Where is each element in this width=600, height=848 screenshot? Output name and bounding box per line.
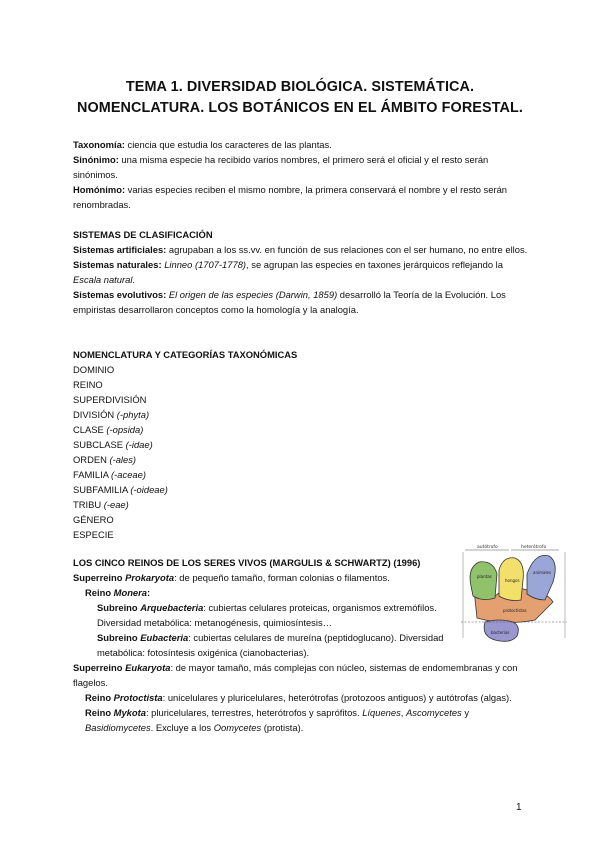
definition-text: . Excluye a los — [150, 722, 214, 733]
category-name: DOMINIO — [73, 364, 115, 375]
italic-text: Linneo (1707-1778) — [161, 259, 247, 270]
italic-text: El origen de las especies (Darwin, 1859) — [166, 289, 338, 300]
category-name: FAMILIA — [73, 469, 112, 480]
animalia-region — [527, 555, 555, 600]
category-suffix: (-idae) — [125, 439, 153, 450]
italic-text: Líquenes — [362, 707, 401, 718]
category-name: SUBFAMILIA — [73, 484, 131, 495]
category-suffix: (-eae) — [103, 499, 129, 510]
category-suffix: (-ales) — [109, 454, 137, 465]
page-title — [40, 77, 560, 119]
definition-text: : cubiertas celulares proteicas, organismos extremófilos. Diversidad metabólica: metanogénesis, quimiosíntesis… — [97, 602, 437, 628]
taxonomic-category-list — [73, 362, 533, 542]
title-line-2: NOMENCLATURA. LOS BOTÁNICOS EN EL ÁMBITO FORESTAL. — [76, 100, 524, 116]
italic-text: Oomycetes — [213, 722, 262, 733]
homonimo-definition — [73, 182, 533, 212]
category-name: ORDEN — [73, 454, 110, 465]
five-kingdoms-figure — [455, 540, 575, 650]
nomenclatura-section — [73, 347, 533, 542]
italic-text: Escala natural — [73, 274, 133, 285]
category-name: TRIBU — [73, 499, 104, 510]
five-kingdoms-diagram — [455, 540, 575, 650]
category-name: GÉNERO — [73, 514, 114, 525]
protoctista-entry — [73, 690, 533, 705]
section-heading — [73, 227, 533, 242]
heading-text: LOS CINCO REINOS DE LOS SERES VIVOS (MARGULIS & SCHWARTZ) (1996) — [73, 557, 421, 568]
category-suffix: (-opsida) — [106, 424, 144, 435]
taxon-category — [73, 467, 533, 482]
definition-text: desarrolló la Teoría de la Evolución. Los empiristas desarrollaron conceptos como la homología y la analogía. — [73, 289, 506, 315]
term: Superreino — [73, 662, 126, 673]
definition-text: , — [400, 707, 406, 718]
term: Sistemas evolutivos: — [73, 289, 167, 300]
page-number: 1 — [516, 802, 522, 813]
definition-text: varias especies reciben el mismo nombre, la primera conservará el nombre y el resto serán renombradas. — [73, 184, 508, 210]
taxon-category — [73, 452, 533, 467]
italic-text: Ascomycetes — [406, 707, 462, 718]
eukaryota-entry — [73, 660, 533, 690]
taxon-name: Protoctista — [113, 692, 163, 703]
sistemas-artificiales — [73, 242, 533, 257]
italic-text: Basidiomycetes — [85, 722, 151, 733]
definition-text: : de pequeño tamaño, forman colonias o filamentos. — [174, 572, 390, 583]
category-name: SUPERDIVISIÓN — [73, 394, 147, 405]
monera-label: bacterias — [491, 630, 510, 635]
term: Homónimo: — [73, 184, 126, 195]
term: Sistemas artificiales: — [73, 244, 167, 255]
category-suffix: (-aceae) — [111, 469, 146, 480]
sistemas-evolutivos — [73, 287, 533, 317]
definition-text: (protista). — [261, 722, 304, 733]
category-name: DIVISIÓN — [73, 409, 117, 420]
taxon-category — [73, 392, 533, 407]
heading-text: SISTEMAS DE CLASIFICACIÓN — [73, 229, 213, 240]
taxon-name: Prokaryota — [125, 572, 175, 583]
taxon-category — [73, 407, 533, 422]
taxon-category — [73, 362, 533, 377]
taxon-category — [73, 497, 533, 512]
animalia-label: animales — [533, 570, 552, 575]
category-suffix: (-oideae) — [130, 484, 168, 495]
sinonimo-definition — [73, 152, 533, 182]
taxon-name: Monera — [113, 587, 147, 598]
definition-text: , se agrupan las especies en taxones jerárquicos reflejando la — [246, 259, 503, 270]
category-name: REINO — [73, 379, 103, 390]
term: : — [147, 587, 151, 598]
taxon-name: Arquebacteria — [140, 602, 204, 613]
taxon-name: Eubacteria — [140, 632, 189, 643]
taxon-category — [73, 377, 533, 392]
taxon-category — [73, 437, 533, 452]
sistemas-naturales — [73, 257, 533, 287]
definition-text: una misma especie ha recibido varios nombres, el primero será el oficial y el resto serán sinónimos. — [73, 154, 489, 180]
definition-text: ciencia que estudia los caracteres de las plantas. — [124, 139, 332, 150]
taxon-category — [73, 422, 533, 437]
term: Sinónimo: — [73, 154, 119, 165]
definition-text: y — [461, 707, 470, 718]
definition-text: agrupaban a los ss.vv. en función de sus relaciones con el ser humano, no entre ellos. — [166, 244, 528, 255]
heterotrofo-label: heterótrofo — [521, 545, 547, 550]
protoctista-label: protoctistas — [503, 608, 527, 613]
term: Sistemas naturales: — [73, 259, 162, 270]
term: Subreino — [97, 632, 141, 643]
term: Subreino — [97, 602, 141, 613]
eubacteria-entry — [73, 630, 469, 660]
sistemas-section — [73, 227, 533, 317]
autotrofo-label: autótrofo — [477, 545, 498, 550]
plantae-label: plantas — [477, 574, 492, 579]
term: Superreino — [73, 572, 126, 583]
term: Reino — [85, 692, 114, 703]
term: Reino — [85, 587, 114, 598]
title-line-1: TEMA 1. DIVERSIDAD BIOLÓGICA. SISTEMÁTICA. — [125, 79, 475, 95]
arquebacteria-entry — [73, 600, 469, 630]
heading-text: NOMENCLATURA Y CATEGORÍAS TAXONÓMICAS — [73, 349, 298, 360]
taxonomia-definition — [73, 137, 533, 152]
definition-text: : unicelulares y pluricelulares, heterótrofas (protozoos antiguos) y autótrofas (algas). — [162, 692, 512, 703]
taxon-name: Eukaryota — [125, 662, 171, 673]
fungi-label: hongos — [505, 578, 520, 583]
category-name: CLASE — [73, 424, 107, 435]
plantae-region — [470, 562, 497, 600]
mykota-entry — [73, 705, 533, 735]
definition-text: : cubiertas celulares de mureína (peptidoglucano). Diversidad metabólica: fotosíntesis oxigénica (cianobacterias). — [97, 632, 444, 658]
definition-text: : de mayor tamaño, más complejas con núcleo, sistemas de endomembranas y con flagelos. — [73, 662, 518, 688]
term: Reino — [85, 707, 114, 718]
term: Taxonomía: — [73, 139, 125, 150]
taxon-category — [73, 512, 533, 527]
category-name: SUBCLASE — [73, 439, 126, 450]
definition-text: : pluricelulares, terrestres, heterótrofos y saprófitos. — [145, 707, 363, 718]
category-suffix: (-phyta) — [116, 409, 150, 420]
section-heading — [73, 347, 533, 362]
taxon-name: Mykota — [113, 707, 146, 718]
definition-text: . — [132, 274, 136, 285]
category-name: ESPECIE — [73, 529, 114, 540]
definitions-section — [73, 137, 533, 212]
taxon-category — [73, 482, 533, 497]
